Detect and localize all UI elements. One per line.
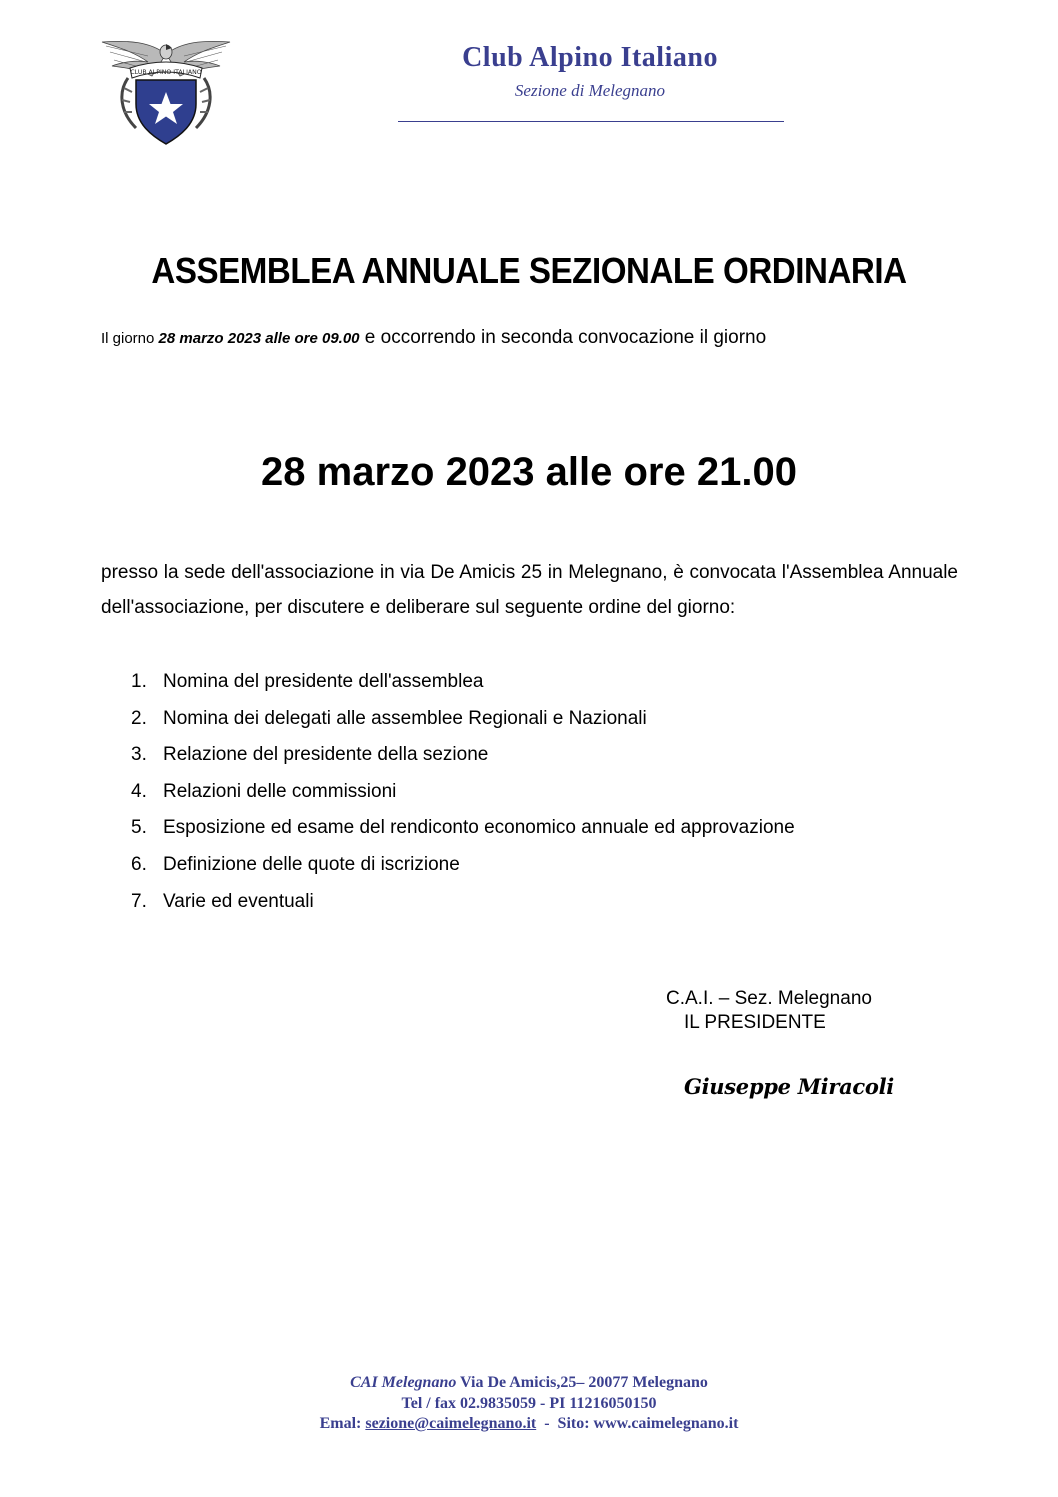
agenda-item: 4. Relazioni delle commissioni [131,780,397,802]
footer-name: CAI Melegnano [350,1374,457,1391]
first-convocation-datetime: 28 marzo 2023 alle ore 09.00 [158,330,360,347]
agenda-item: 3. Relazione del presidente della sezione [131,744,489,766]
org-section: Sezione di Melegnano [514,81,666,100]
footer-email-label: Emal: [319,1415,366,1432]
logo-text: CLUB ALPINO ITALIANO [130,69,202,76]
body-paragraph: presso la sede dell'associazione in via De Amicis 25 in Melegnano, è convocata l'Assemblea Annuale dell'associazione, per discutere e deliberare sul seguente ordine del giorno: [101,562,958,618]
signature-name: Giuseppe Miracoli [684,1074,894,1099]
header-divider [398,121,784,122]
second-convocation-date: 28 marzo 2023 alle ore 21.00 [261,450,797,494]
agenda-item: 7. Varie ed eventuali [131,890,314,912]
first-convocation [101,327,766,349]
agenda-list [131,664,795,920]
footer-phone: Tel / fax 02.9835059 - PI 11216050150 [401,1395,657,1412]
agenda-item: 2. Nomina dei delegati alle assemblee Regionali e Nazionali [131,707,647,729]
org-name: Club Alpino Italiano [462,42,718,73]
first-convocation-prefix: Il giorno [101,330,159,347]
agenda-item: 5. Esposizione ed esame del rendiconto economico annuale ed approvazione [131,817,795,839]
footer-street: Via De Amicis,25– 20077 Melegnano [456,1374,708,1391]
footer-address [0,1374,1058,1392]
agenda-item: 6. Definizione delle quote di iscrizione [131,853,460,875]
footer-contacts [0,1415,1058,1433]
first-convocation-suffix: e occorrendo in seconda convocazione il giorno [359,327,767,348]
signature-role: IL PRESIDENTE [684,1012,826,1033]
footer-email-link[interactable]: sezione@caimelegnano.it [365,1415,537,1432]
footer-site[interactable]: - Sito: www.caimelegnano.it [536,1415,739,1432]
document-title: ASSEMBLEA ANNUALE SEZIONALE ORDINARIA [151,250,907,291]
agenda-item: 1. Nomina del presidente dell'assemblea [131,671,484,692]
signature-org: C.A.I. – Sez. Melegnano [666,988,872,1009]
